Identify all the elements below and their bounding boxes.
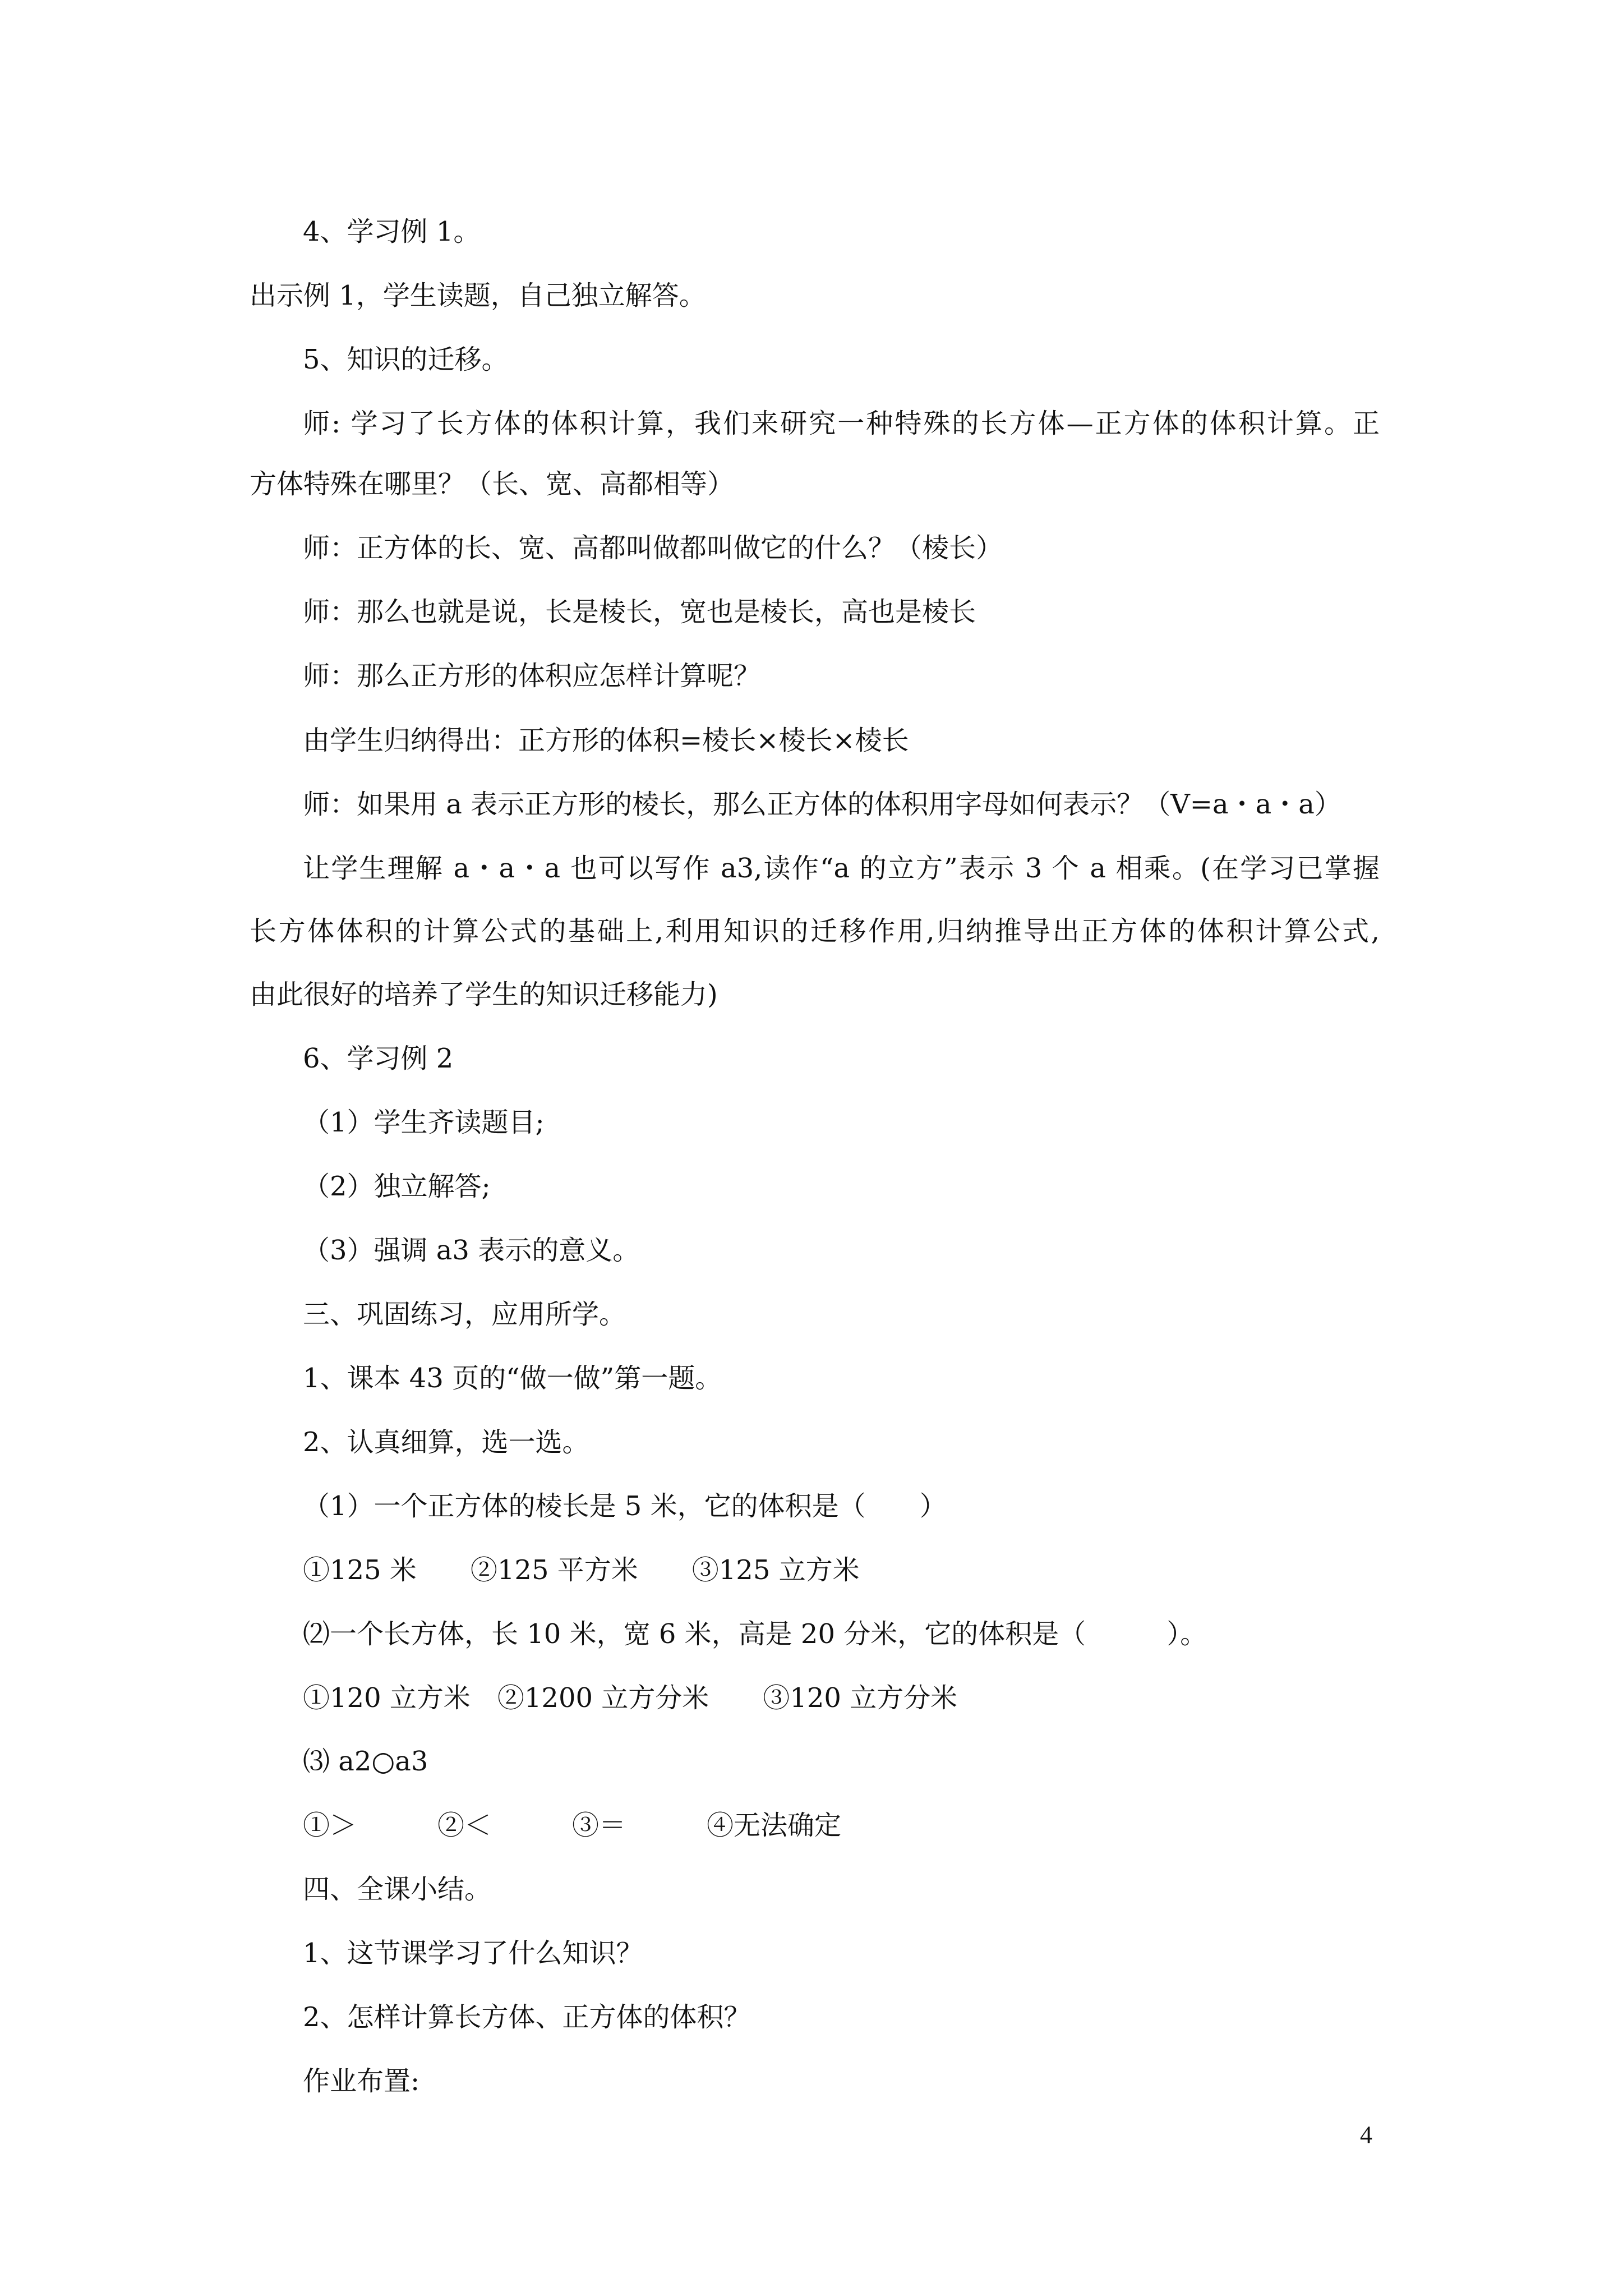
paragraph-line: （1）学生齐读题目; xyxy=(303,1107,545,1138)
paragraph-line: 师: 学习了长方体的体积计算，我们来研究一种特殊的长方体—正方体的体积计算。正 xyxy=(303,408,1380,439)
section-heading: 三、巩固练习，应用所学。 xyxy=(303,1299,626,1330)
paragraph-line: （3）强调 a3 表示的意义。 xyxy=(303,1235,640,1266)
paragraph-line: 师：正方体的长、宽、高都叫做都叫做它的什么？（棱长） xyxy=(303,532,1003,564)
paragraph-line: 师：如果用 a 表示正方形的棱长，那么正方体的体积用字母如何表示？（V=a・a・a） xyxy=(303,789,1341,820)
paragraph-line: 2、怎样计算长方体、正方体的体积？ xyxy=(303,2001,751,2033)
option-line: ①＞ ②＜ ③＝ ④无法确定 xyxy=(303,1810,842,1841)
paragraph-line: （2）独立解答; xyxy=(303,1171,491,1202)
paragraph-line: 出示例 1，学生读题，自己独立解答。 xyxy=(250,280,706,311)
paragraph-line: 1、课本 43 页的“做一做”第一题。 xyxy=(303,1363,722,1394)
paragraph-line: 4、学习例 1。 xyxy=(303,216,481,247)
paragraph-line: 6、学习例 2 xyxy=(303,1043,454,1074)
question-line: ⑵一个长方体，长 10 米，宽 6 米，高是 20 分米，它的体积是（ ）。 xyxy=(303,1618,1207,1650)
option-line: ①125 米 ②125 平方米 ③125 立方米 xyxy=(303,1554,860,1586)
paragraph-line: 2、认真细算，选一选。 xyxy=(303,1427,589,1458)
paragraph-line: 5、知识的迁移。 xyxy=(303,344,509,375)
question-line: ⑶ a2○a3 xyxy=(303,1746,428,1777)
paragraph-line: 1、这节课学习了什么知识？ xyxy=(303,1938,643,1969)
paragraph-line: 让学生理解 a・a・a 也可以写作 a3,读作“a 的立方”表示 3 个 a 相乘。(在学习已掌握 xyxy=(303,853,1380,884)
question-line: （1）一个正方体的棱长是 5 米，它的体积是（ ） xyxy=(303,1490,947,1522)
paragraph-line: 长方体体积的计算公式的基础上,利用知识的迁移作用,归纳推导出正方体的体积计算公式, xyxy=(250,915,1380,947)
paragraph-line: 方体特殊在哪里？（长、宽、高都相等） xyxy=(250,468,735,500)
paragraph-line: 由此很好的培养了学生的知识迁移能力) xyxy=(250,979,718,1010)
page-number: 4 xyxy=(1360,2121,1372,2148)
paragraph-line: 师：那么正方形的体积应怎样计算呢？ xyxy=(303,660,761,692)
paragraph-line: 作业布置: xyxy=(303,2065,420,2097)
section-heading: 四、全课小结。 xyxy=(303,1874,492,1905)
paragraph-line: 师：那么也就是说，长是棱长，宽也是棱长，高也是棱长 xyxy=(303,596,976,628)
option-line: ①120 立方米 ②1200 立方分米 ③120 立方分米 xyxy=(303,1682,958,1714)
paragraph-line: 由学生归纳得出：正方形的体积=棱长×棱长×棱长 xyxy=(303,725,909,756)
